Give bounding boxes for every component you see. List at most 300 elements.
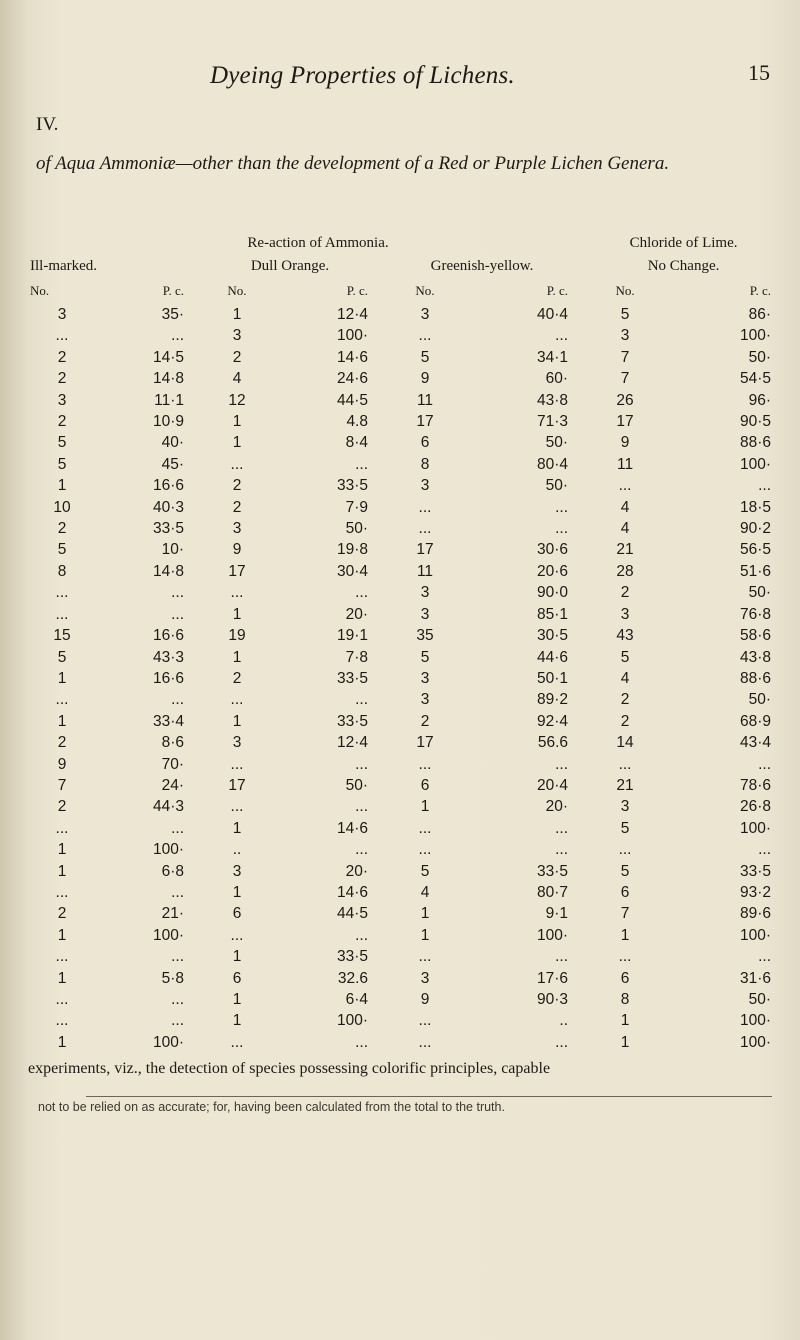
table-cell-percent: 100· — [336, 1012, 368, 1030]
table-cell-number: 1 — [57, 1033, 67, 1051]
table-cell-number: 11 — [616, 455, 634, 473]
table-row — [30, 625, 785, 646]
table-cell-percent: ... — [555, 327, 569, 345]
table-cell-number: 3 — [232, 734, 242, 752]
table-row — [30, 861, 785, 882]
table-cell-number: 2 — [57, 798, 67, 816]
table-cell-number: 2 — [57, 348, 67, 366]
table-cell-number: 1 — [420, 926, 430, 944]
table-cell-percent: 12·4 — [336, 734, 368, 752]
table-cell-percent: 50· — [545, 477, 569, 495]
footnote: not to be relied on as accurate; for, having been calculated from the total to the truth. — [38, 1100, 505, 1114]
table-cell-percent: 70· — [161, 755, 184, 773]
table-cell-percent: ... — [355, 798, 368, 816]
table-cell-percent: 30·5 — [537, 627, 569, 645]
table-cell-percent: 51·6 — [740, 562, 772, 580]
table-cell-percent: 20· — [345, 605, 368, 623]
table-cell-percent: 14·6 — [336, 883, 368, 901]
table-cell-number: 11 — [416, 391, 434, 409]
table-cell-number: 6 — [232, 905, 242, 923]
table-cell-percent: 50· — [748, 348, 772, 366]
table-cell-percent: ... — [555, 498, 569, 516]
table-cell-number: 5 — [57, 434, 67, 452]
table-cell-number: 4 — [620, 498, 630, 516]
group-header-row — [30, 232, 785, 254]
table-cell-number: ... — [418, 841, 432, 859]
table-cell-percent: 44·5 — [336, 391, 368, 409]
table-cell-percent: 7·8 — [345, 648, 368, 666]
table-cell-percent: 54·5 — [740, 370, 772, 388]
table-cell-number: 1 — [232, 991, 242, 1008]
table-cell-percent: ... — [171, 605, 184, 623]
table-row — [30, 304, 785, 325]
table-cell-percent: ... — [355, 755, 368, 773]
table-cell-number: 3 — [620, 327, 630, 345]
table-cell-number: 5 — [620, 862, 630, 880]
table-cell-percent: 89·6 — [740, 905, 772, 923]
table-cell-percent: 20·4 — [537, 776, 569, 794]
table-cell-number: 1 — [232, 306, 242, 323]
table-cell-percent: 60· — [545, 370, 569, 388]
table-cell-percent: ... — [355, 926, 368, 944]
table-cell-number: 2 — [620, 712, 630, 730]
page-number: 15 — [748, 60, 770, 85]
table-cell-percent: 100· — [740, 455, 772, 473]
table-cell-number: ... — [55, 883, 69, 901]
table-cell-percent: 33·5 — [152, 520, 184, 538]
table-cell-percent: 71·3 — [537, 413, 569, 431]
table-cell-number: 2 — [57, 520, 67, 538]
table-cell-number: 17 — [416, 734, 434, 752]
subheader-ill-marked: Ill-marked. — [30, 257, 98, 274]
table-cell-number: 17 — [228, 562, 246, 580]
table-cell-percent: 44·3 — [152, 798, 184, 816]
table-cell-percent: 100· — [740, 926, 772, 944]
table-cell-percent: 21· — [161, 905, 184, 923]
table-row — [30, 1032, 785, 1053]
table-cell-number: 6 — [420, 434, 430, 452]
table-row — [30, 647, 785, 668]
body-text-line: experiments, viz., the detection of species possessing colorific principles, capable — [28, 1060, 551, 1077]
table-cell-number: 21 — [616, 776, 634, 794]
table-row — [30, 882, 785, 903]
table-cell-number: 3 — [420, 669, 430, 687]
table-cell-number: 1 — [57, 969, 67, 987]
table-row — [30, 989, 785, 1010]
table-cell-number: 10 — [53, 498, 71, 516]
table-cell-number: ... — [230, 584, 244, 602]
table-cell-percent: 89·2 — [537, 691, 569, 709]
table-cell-number: 4 — [420, 883, 430, 901]
table-cell-number: 2 — [620, 584, 630, 602]
page-header — [60, 52, 770, 92]
table-cell-number: 21 — [616, 541, 634, 559]
table-row — [30, 475, 785, 496]
table-cell-percent: ... — [355, 841, 368, 859]
table-cell-percent: 88·6 — [740, 669, 772, 687]
table-cell-percent: 100· — [740, 819, 772, 837]
table-cell-percent: ... — [171, 883, 184, 901]
table-cell-number: 3 — [232, 520, 242, 538]
table-cell-percent: 16·6 — [152, 669, 184, 687]
table-row — [30, 968, 785, 989]
table-row — [30, 925, 785, 946]
table-cell-percent: 33·4 — [152, 712, 184, 730]
table-cell-number: 3 — [620, 605, 630, 623]
table-row — [30, 754, 785, 775]
table-cell-number: 15 — [53, 627, 71, 645]
table-cell-percent: 90·5 — [740, 413, 772, 431]
table-cell-percent: 10·9 — [152, 413, 184, 431]
table-cell-percent: 93·2 — [740, 883, 772, 901]
table-cell-percent: 6·8 — [161, 862, 184, 880]
table-row — [30, 368, 785, 389]
table-cell-percent: ... — [555, 520, 569, 538]
table-cell-percent: 43·3 — [152, 648, 184, 666]
subheader-dull-orange: Dull Orange. — [250, 257, 330, 274]
table-cell-number: ... — [55, 691, 69, 709]
table-cell-number: 6 — [620, 969, 630, 987]
table-cell-number: 28 — [616, 562, 634, 580]
table-cell-percent: 19·8 — [336, 541, 368, 559]
table-cell-percent: 45· — [161, 455, 184, 473]
table-body — [30, 304, 785, 1053]
table-cell-number: 9 — [420, 991, 430, 1008]
table-cell-percent: 26·8 — [740, 798, 772, 816]
table-cell-percent: 86· — [748, 306, 772, 323]
table-cell-number: 2 — [57, 905, 67, 923]
table-cell-number: 35 — [416, 627, 434, 645]
table-cell-number: ... — [55, 1012, 69, 1030]
unit-header: P. c. — [749, 283, 772, 298]
table-cell-number: 12 — [228, 391, 246, 409]
table-cell-number: 17 — [416, 541, 434, 559]
table-cell-number: 3 — [57, 306, 67, 323]
table-cell-percent: 96· — [748, 391, 772, 409]
subheader-no-change: No Change. — [647, 257, 720, 274]
table-cell-number: ... — [418, 1033, 432, 1051]
table-cell-percent: 50· — [345, 776, 368, 794]
table-cell-number: ... — [618, 477, 632, 495]
table-cell-percent: 40·3 — [152, 498, 184, 516]
table-cell-percent: ... — [758, 755, 772, 773]
unit-header-row — [30, 278, 785, 304]
table-cell-percent: 35· — [161, 306, 184, 323]
table-cell-percent: 90·3 — [537, 991, 569, 1008]
table-cell-number: 2 — [232, 348, 242, 366]
table-cell-percent: ... — [355, 584, 368, 602]
table-cell-number: 1 — [57, 712, 67, 730]
table-cell-number: 6 — [420, 776, 430, 794]
table-cell-percent: 50· — [545, 434, 569, 452]
table-cell-percent: ... — [355, 691, 368, 709]
table-cell-number: 5 — [420, 862, 430, 880]
table-cell-percent: ... — [555, 841, 569, 859]
table-cell-number: 7 — [620, 370, 630, 388]
table-cell-percent: 43·8 — [740, 648, 772, 666]
table-row — [30, 903, 785, 924]
table-row — [30, 454, 785, 475]
table-cell-number: ... — [418, 819, 432, 837]
table-row — [30, 796, 785, 817]
table-cell-number: 2 — [620, 691, 630, 709]
table-cell-number: 3 — [420, 605, 430, 623]
table-cell-number: 17 — [416, 413, 434, 431]
table-row — [30, 711, 785, 732]
table-cell-number: 17 — [616, 413, 634, 431]
table-cell-number: ... — [230, 691, 244, 709]
table-cell-number: ... — [230, 1033, 244, 1051]
table-cell-percent: 44·6 — [537, 648, 569, 666]
table-cell-percent: 20· — [345, 862, 368, 880]
table-cell-percent: ... — [555, 1033, 569, 1051]
table-cell-number: 1 — [232, 819, 242, 837]
data-table-container — [30, 232, 785, 1053]
table-cell-number: 8 — [420, 455, 430, 473]
table-cell-percent: 19·1 — [336, 627, 368, 645]
table-cell-percent: 80·4 — [537, 455, 569, 473]
table-cell-percent: 50· — [345, 520, 368, 538]
table-cell-number: ... — [230, 755, 244, 773]
table-cell-number: ... — [418, 1012, 432, 1030]
table-cell-number: 3 — [420, 691, 430, 709]
table-row — [30, 497, 785, 518]
table-cell-number: 3 — [420, 477, 430, 495]
table-cell-number: ... — [418, 755, 432, 773]
table-cell-number: ... — [618, 948, 632, 966]
table-cell-number: ... — [230, 455, 244, 473]
table-cell-number: 5 — [420, 348, 430, 366]
table-cell-number: 1 — [232, 648, 242, 666]
group-header-ammonia: Re-action of Ammonia. — [247, 234, 389, 251]
table-cell-number: 9 — [420, 370, 430, 388]
table-cell-number: 3 — [420, 969, 430, 987]
table-cell-percent: ... — [355, 1033, 368, 1051]
table-cell-percent: 85·1 — [537, 605, 569, 623]
table-cell-percent: ... — [555, 948, 569, 966]
table-cell-percent: 90·2 — [740, 520, 772, 538]
table-cell-percent: 24· — [161, 776, 184, 794]
table-cell-number: 26 — [616, 391, 634, 409]
table-cell-number: ... — [230, 926, 244, 944]
table-cell-number: ... — [55, 584, 69, 602]
table-cell-number: 6 — [620, 883, 630, 901]
table-row — [30, 839, 785, 860]
table-cell-number: 1 — [232, 413, 242, 431]
table-cell-percent: 14·8 — [152, 370, 184, 388]
table-cell-number: ... — [55, 819, 69, 837]
table-cell-percent: 88·6 — [740, 434, 772, 452]
table-cell-number: 1 — [232, 883, 242, 901]
table-cell-percent: 50·1 — [537, 669, 569, 687]
table-cell-number: 1 — [57, 669, 67, 687]
table-cell-percent: 56.6 — [537, 734, 569, 752]
table-cell-number: 2 — [232, 669, 242, 687]
table-cell-number: 43 — [616, 627, 634, 645]
table-cell-percent: 80·7 — [537, 883, 569, 901]
table-cell-number: 8 — [620, 991, 630, 1008]
table-cell-number: 3 — [420, 306, 430, 323]
table-cell-number: ... — [55, 991, 69, 1008]
table-cell-number: 1 — [620, 1012, 630, 1030]
table-cell-number: ... — [618, 841, 632, 859]
table-cell-percent: 43·4 — [740, 734, 772, 752]
table-cell-percent: ... — [171, 991, 184, 1008]
table-cell-number: 1 — [57, 841, 67, 859]
table-cell-percent: 31·6 — [740, 969, 772, 987]
table-row — [30, 539, 785, 560]
table-cell-percent: ... — [555, 755, 569, 773]
table-row — [30, 668, 785, 689]
table-cell-number: 14 — [616, 734, 634, 752]
table-cell-percent: 100· — [336, 327, 368, 345]
table-row — [30, 561, 785, 582]
table-cell-percent: 78·6 — [740, 776, 772, 794]
subheader-greenish-yellow: Greenish-yellow. — [430, 257, 534, 274]
table-cell-percent: 50· — [748, 991, 772, 1008]
table-cell-percent: 14·6 — [336, 348, 368, 366]
table-cell-number: 5 — [620, 648, 630, 666]
table-cell-number: 1 — [232, 434, 242, 452]
table-cell-percent: 68·9 — [740, 712, 772, 730]
table-cell-number: ... — [230, 798, 244, 816]
table-cell-percent: 34·1 — [537, 348, 569, 366]
table-cell-number: 4 — [232, 370, 242, 388]
table-cell-number: 3 — [232, 862, 242, 880]
table-cell-percent: 14·8 — [152, 562, 184, 580]
table-cell-percent: ... — [355, 455, 368, 473]
table-cell-number: 5 — [420, 648, 430, 666]
table-cell-percent: 33·5 — [336, 477, 368, 495]
table-cell-number: 9 — [57, 755, 67, 773]
unit-header: P. c. — [346, 283, 368, 298]
table-cell-number: ... — [418, 498, 432, 516]
table-cell-number: 3 — [620, 798, 630, 816]
table-cell-number: 1 — [57, 862, 67, 880]
table-cell-percent: 44·5 — [336, 905, 368, 923]
table-cell-number: 1 — [57, 477, 67, 495]
table-cell-percent: ... — [758, 948, 772, 966]
table-cell-number: 6 — [232, 969, 242, 987]
lichen-reaction-table — [30, 232, 785, 1053]
table-cell-number: 19 — [228, 627, 246, 645]
table-cell-number: 17 — [228, 776, 246, 794]
table-cell-percent: 11·1 — [154, 391, 184, 409]
table-cell-percent: ... — [171, 819, 184, 837]
running-title: Dyeing Properties of Lichens. — [210, 62, 515, 89]
table-cell-percent: 14·5 — [152, 348, 184, 366]
table-cell-percent: 100· — [740, 1033, 772, 1051]
table-cell-percent: 100· — [152, 841, 184, 859]
table-cell-percent: 33·5 — [336, 669, 368, 687]
table-cell-percent: 20·6 — [537, 562, 569, 580]
table-cell-number: 3 — [232, 327, 242, 345]
table-cell-percent: 16·6 — [152, 627, 184, 645]
table-cell-percent: 24·6 — [336, 370, 368, 388]
table-cell-number: ... — [55, 948, 69, 966]
table-cell-number: 5 — [620, 306, 630, 323]
table-cell-number: 5 — [620, 819, 630, 837]
table-cell-percent: ... — [171, 1012, 184, 1030]
table-cell-percent: ... — [171, 327, 184, 345]
table-cell-percent: ... — [171, 948, 184, 966]
table-cell-percent: 18·5 — [740, 498, 772, 516]
unit-header: No. — [415, 283, 435, 298]
table-cell-percent: 100· — [537, 926, 569, 944]
table-cell-number: 2 — [57, 370, 67, 388]
table-cell-percent: 43·8 — [537, 391, 569, 409]
table-cell-percent: 9·1 — [545, 905, 569, 923]
table-cell-number: 1 — [620, 1033, 630, 1051]
table-cell-number: 1 — [420, 798, 430, 816]
table-cell-percent: 7·9 — [345, 498, 368, 516]
table-cell-number: 9 — [232, 541, 242, 559]
table-cell-percent: 50· — [748, 584, 772, 602]
table-cell-percent: ... — [171, 691, 184, 709]
table-cell-number: 2 — [57, 734, 67, 752]
unit-header: No. — [30, 283, 50, 298]
table-cell-percent: 30·6 — [537, 541, 569, 559]
table-cell-number: ... — [618, 755, 632, 773]
table-cell-percent: 4.8 — [346, 413, 368, 431]
section-numeral: IV. — [36, 114, 59, 135]
table-cell-percent: 6·4 — [345, 991, 368, 1008]
table-cell-number: 5 — [57, 541, 67, 559]
table-cell-percent: 14·6 — [336, 819, 368, 837]
table-row — [30, 518, 785, 539]
table-cell-number: 1 — [232, 605, 242, 623]
table-cell-number: 1 — [420, 905, 430, 923]
table-cell-number: 9 — [620, 434, 630, 452]
table-cell-number: ... — [418, 520, 432, 538]
table-cell-percent: 76·8 — [740, 605, 772, 623]
table-cell-number: 3 — [57, 391, 67, 409]
table-cell-percent: 100· — [740, 327, 772, 345]
table-cell-percent: 33·5 — [740, 862, 772, 880]
table-cell-percent: ... — [171, 584, 184, 602]
table-cell-percent: 20· — [545, 798, 569, 816]
table-cell-number: .. — [232, 841, 242, 859]
table-row — [30, 347, 785, 368]
table-cell-percent: 40· — [161, 434, 184, 452]
table-cell-number: ... — [55, 327, 69, 345]
table-row — [30, 432, 785, 453]
table-cell-number: 5 — [57, 455, 67, 473]
table-cell-number: 2 — [232, 498, 242, 516]
table-caption: of Aqua Ammoniæ—other than the development of a Red or Purple Lichen Genera. — [36, 153, 670, 174]
table-cell-number: 7 — [620, 905, 630, 923]
table-cell-percent: ... — [555, 819, 569, 837]
table-cell-percent: 58·6 — [740, 627, 772, 645]
group-header-lime: Chloride of Lime. — [629, 234, 738, 251]
table-row — [30, 604, 785, 625]
table-cell-percent: 10· — [161, 541, 184, 559]
table-cell-number: 7 — [620, 348, 630, 366]
table-cell-percent: .. — [559, 1012, 569, 1030]
table-cell-number: 2 — [57, 413, 67, 431]
table-cell-percent: 90·0 — [537, 584, 569, 602]
table-row — [30, 775, 785, 796]
unit-header: No. — [227, 283, 247, 298]
table-cell-percent: 33·5 — [537, 862, 569, 880]
table-cell-percent: 17·6 — [537, 969, 569, 987]
table-cell-percent: 16·6 — [152, 477, 184, 495]
table-cell-percent: 8·4 — [345, 434, 368, 452]
table-cell-number: 1 — [232, 948, 242, 966]
table-cell-percent: 32.6 — [337, 969, 368, 987]
table-cell-number: 4 — [620, 520, 630, 538]
table-cell-percent: 33·5 — [336, 948, 368, 966]
